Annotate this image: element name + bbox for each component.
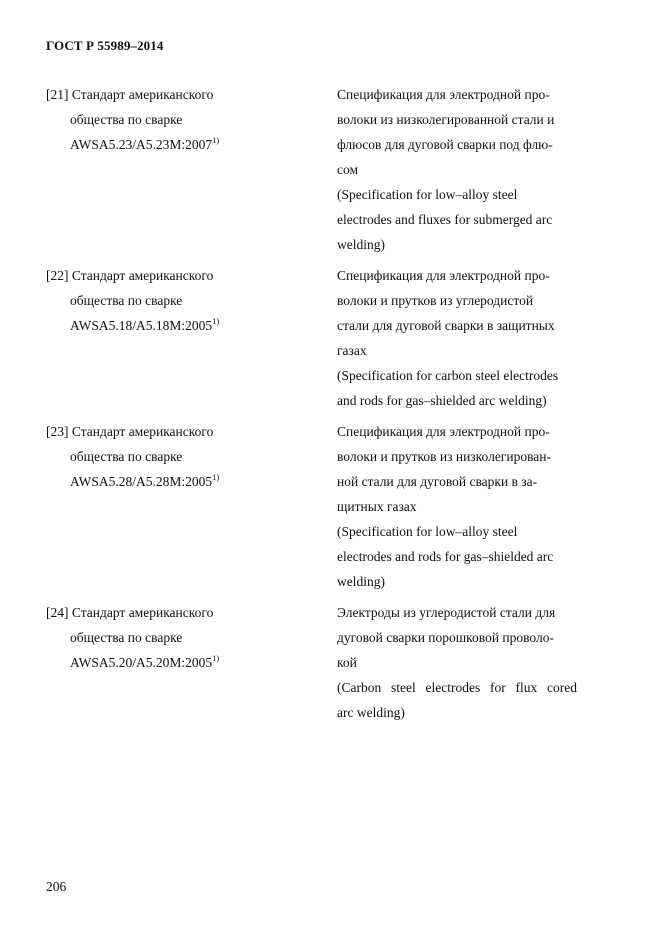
description-line: щитных газах [337, 499, 417, 514]
reference-org-line1: Стандарт американского [71, 605, 214, 620]
description-line: волоки из низколегированной стали и [337, 112, 555, 127]
reference-description [337, 600, 577, 725]
reference-org-line2: общества по сварке [70, 112, 183, 127]
reference-org-line2: общества по сварке [70, 293, 183, 308]
description-line: сом [337, 162, 359, 177]
description-line: флюсов для дуговой сварки под флю- [337, 137, 553, 152]
description-line: and rods for gas–shielded arc welding) [337, 393, 547, 408]
reference-code: AWSA5.23/A5.23M:2007 [70, 137, 213, 152]
reference-source [46, 419, 316, 494]
description-line: Спецификация для электродной про- [337, 424, 550, 439]
description-line: Электроды из углеродистой стали для [337, 605, 556, 620]
description-line: волоки и прутков из низколегирован- [337, 449, 551, 464]
reference-description [337, 419, 577, 594]
description-line: (Specification for low–alloy steel [337, 187, 518, 202]
description-line: arc welding) [337, 705, 405, 720]
description-line: (Specification for carbon steel electrodes [337, 368, 559, 383]
reference-code: AWSA5.18/A5.18M:2005 [70, 318, 213, 333]
description-line: газах [337, 343, 367, 358]
description-line: (Carbon steel electrodes for flux cored [337, 680, 577, 695]
footnote-marker: 1) [212, 652, 220, 663]
description-line: Спецификация для электродной про- [337, 87, 550, 102]
reference-code: AWSA5.20/A5.20M:2005 [70, 655, 213, 670]
description-line: волоки и прутков из углеродистой [337, 293, 534, 308]
reference-org-line2: общества по сварке [70, 630, 183, 645]
reference-number: [23] [46, 424, 69, 439]
description-line: дуговой сварки порошковой проволо- [337, 630, 554, 645]
reference-org-line1: Стандарт американского [71, 424, 214, 439]
reference-number: [22] [46, 268, 69, 283]
document-header: ГОСТ Р 55989–2014 [46, 38, 164, 53]
description-line: welding) [337, 237, 385, 252]
reference-source [46, 82, 316, 157]
reference-source [46, 263, 316, 338]
reference-code: AWSA5.28/A5.28M:2005 [70, 474, 213, 489]
reference-number: [24] [46, 605, 69, 620]
description-line: electrodes and rods for gas–shielded arc [337, 549, 554, 564]
description-line: electrodes and fluxes for submerged arc [337, 212, 553, 227]
reference-description [337, 263, 577, 413]
reference-org-line1: Стандарт американского [71, 268, 214, 283]
description-line: welding) [337, 574, 385, 589]
footnote-marker: 1) [212, 471, 220, 482]
footnote-marker: 1) [212, 315, 220, 326]
page-number: 206 [46, 879, 67, 894]
reference-org-line2: общества по сварке [70, 449, 183, 464]
reference-number: [21] [46, 87, 69, 102]
description-line: Спецификация для электродной про- [337, 268, 550, 283]
description-line: (Specification for low–alloy steel [337, 524, 518, 539]
reference-source [46, 600, 316, 675]
description-line: ной стали для дуговой сварки в за- [337, 474, 538, 489]
reference-org-line1: Стандарт американского [71, 87, 214, 102]
description-line: кой [337, 655, 357, 670]
description-line: стали для дуговой сварки в защитных [337, 318, 555, 333]
reference-description [337, 82, 577, 257]
footnote-marker: 1) [212, 134, 220, 145]
